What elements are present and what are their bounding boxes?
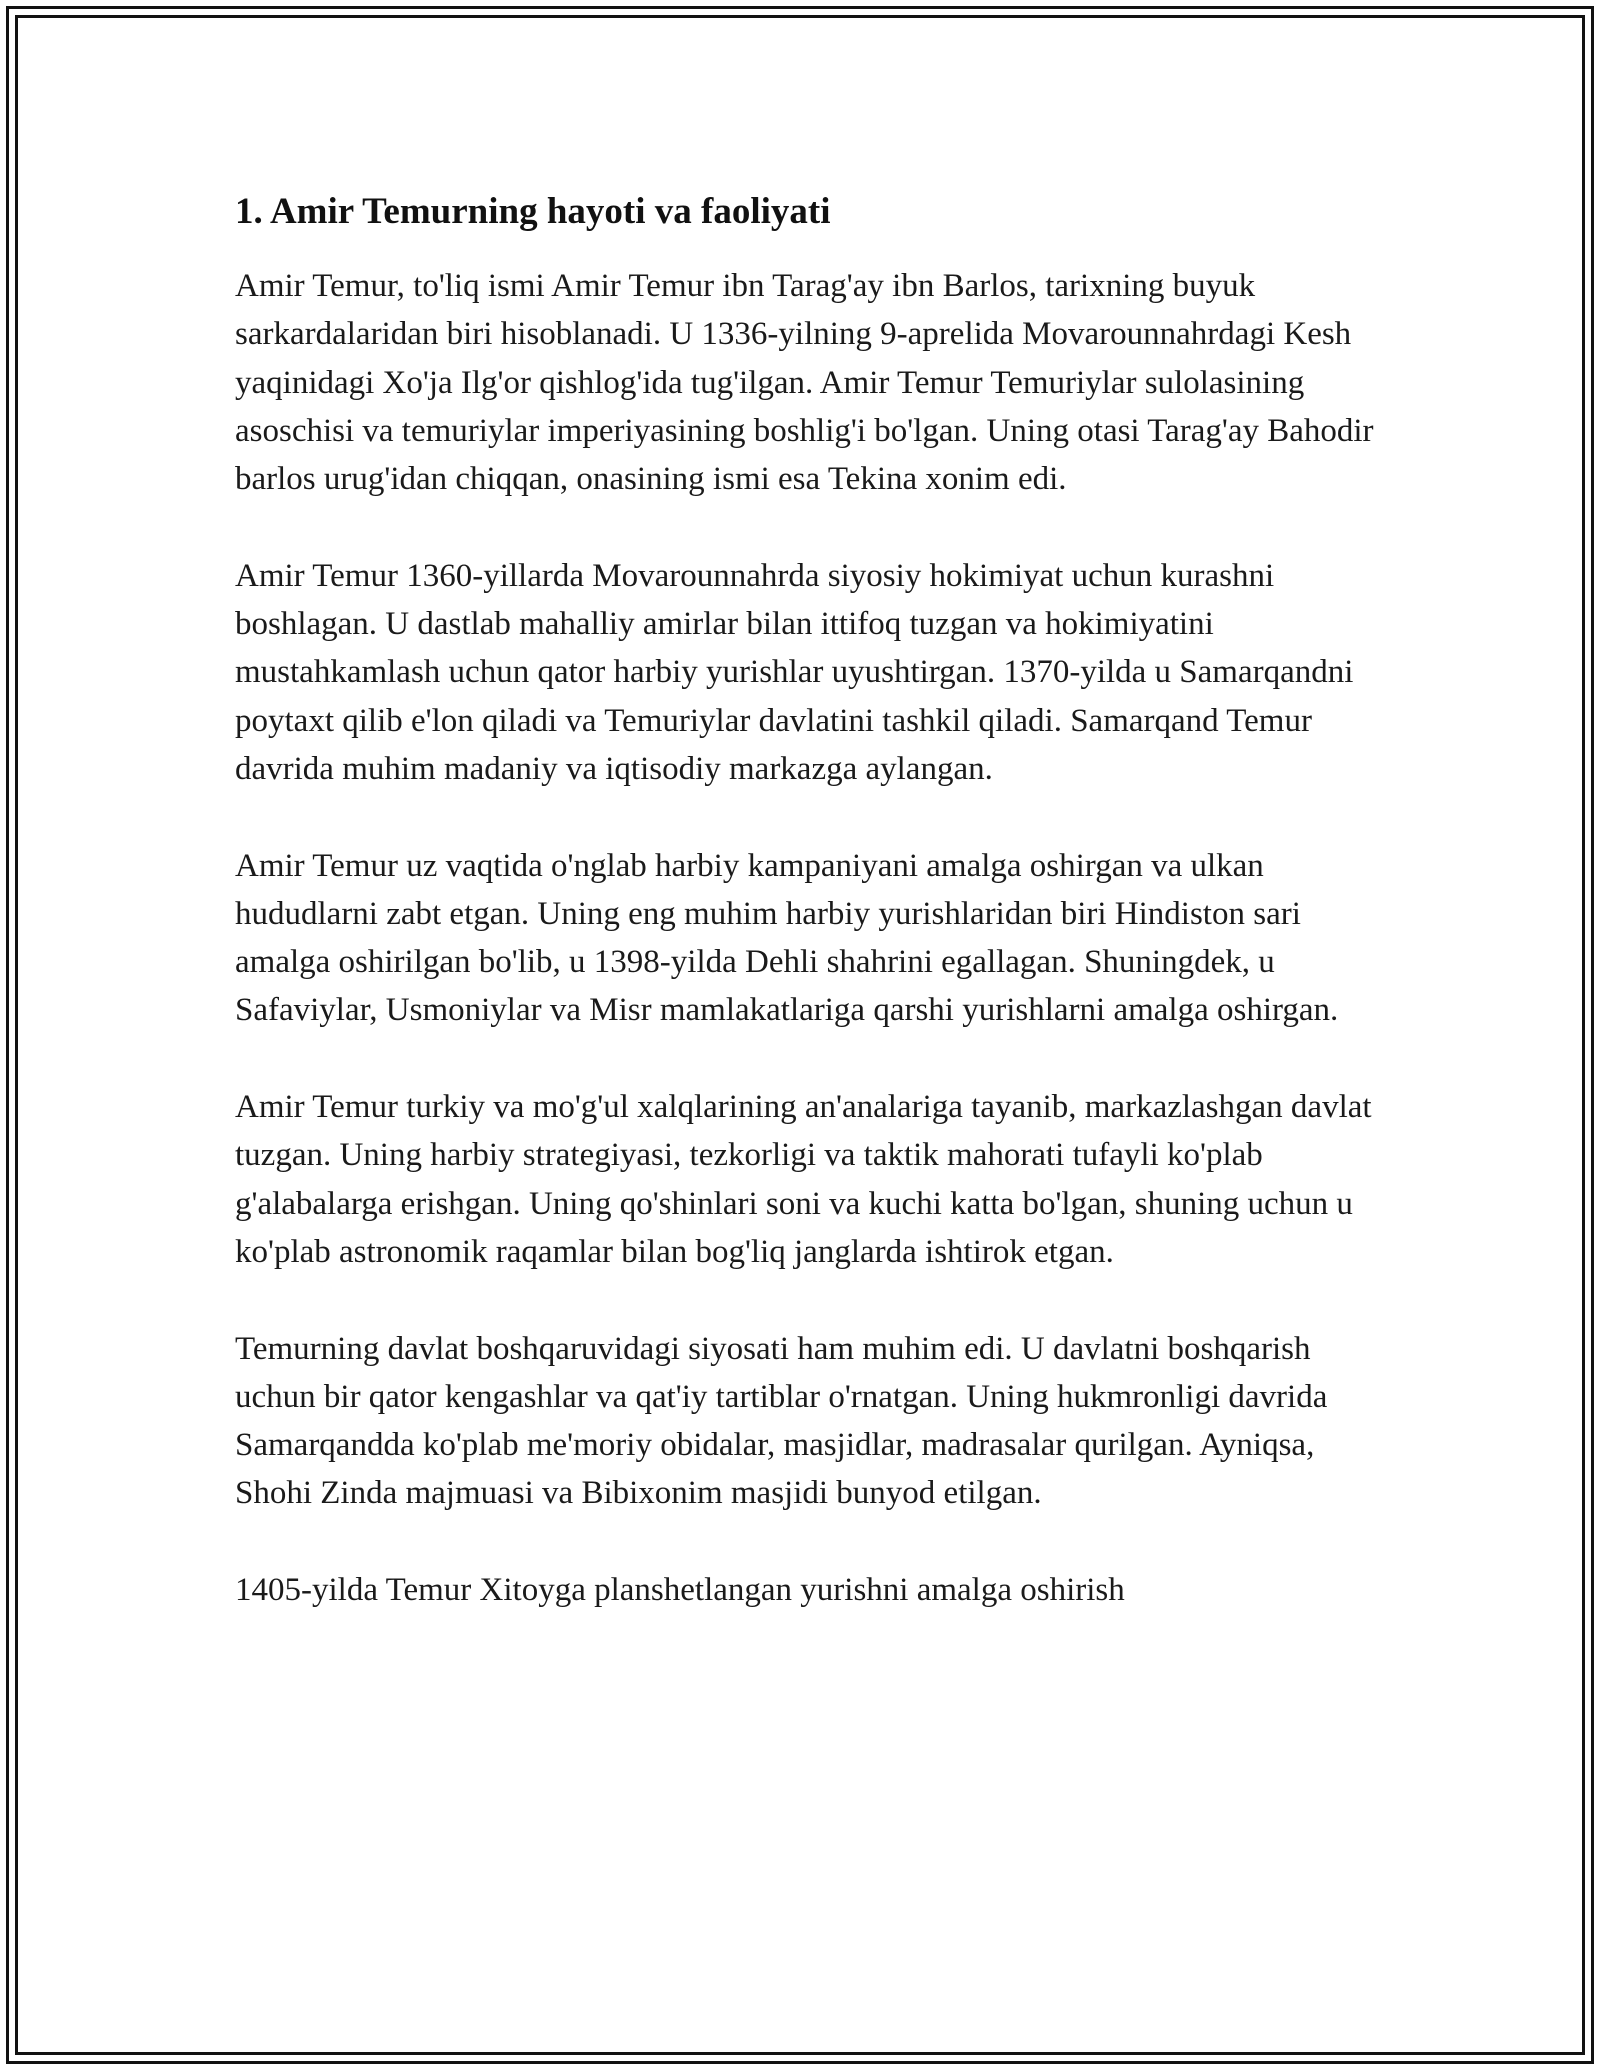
paragraph-3: Amir Temur uz vaqtida o'nglab harbiy kampaniyani amalga oshirgan va ulkan hududlarni zabt etgan. Uning eng muhim harbiy yurishlaridan biri Hindiston sari amalga oshirilgan bo'lib, u 1398-yilda Dehli shahrini egallagan. Shuningdek, u Safaviylar, Usmoniylar va Misr mamlakatlariga qarshi yurishlarni amalga oshirgan. bbox=[235, 847, 1339, 1029]
paragraph-6: 1405-yilda Temur Xitoyga planshetlangan yurishni amalga oshirish bbox=[235, 1572, 1125, 1609]
paragraph-2: Amir Temur 1360-yillarda Movarounnahrda siyosiy hokimiyat uchun kurashni boshlagan. U dastlab mahalliy amirlar bilan ittifoq tuzgan va hokimiyatini mustahkamlash uchun qator harbiy yurishlar uyushtirgan. 1370-yilda u Samarqandni poytaxt qilib e'lon qiladi va Temuriylar davlatini tashkil qiladi. Samarqand Temur davrida muhim madaniy va iqtisodiy markazga aylangan. bbox=[235, 557, 1354, 787]
paragraph-1: Amir Temur, to'liq ismi Amir Temur ibn Tarag'ay ibn Barlos, tarixning buyuk sarkardalaridan biri hisoblanadi. U 1336-yilning 9-aprelida Movarounnahrdagi Kesh yaqinidagi Xo'ja Ilg'or qishlog'ida tug'ilgan. Amir Temur Temuriylar sulolasining asoschisi va temuriylar imperiyasining boshlig'i bo'lgan. Uning otasi Tarag'ay Bahodir barlos urug'idan chiqqan, onasining ismi esa Tekina xonim edi. bbox=[235, 268, 1374, 498]
paragraph-5: Temurning davlat boshqaruvidagi siyosati ham muhim edi. U davlatni boshqarish uchun bir qator kengashlar va qat'iy tartiblar o'rnatgan. Uning hukmronligi davrida Samarqandda ko'plab me'moriy obidalar, masjidlar, madrasalar qurilgan. Ayniqsa, Shohi Zinda majmuasi va Bibixonim masjidi bunyod etilgan. bbox=[235, 1330, 1328, 1512]
paragraph-4: Amir Temur turkiy va mo'g'ul xalqlarining an'analariga tayanib, markazlashgan davlat tuzgan. Uning harbiy strategiyasi, tezkorligi va taktik mahorati tufayli ko'plab g'alabalarga erishgan. Uning qo'shinlari soni va kuchi katta bo'lgan, shuning uchun u ko'plab astronomik raqamlar bilan bog'liq janglarda ishtirok etgan. bbox=[235, 1089, 1372, 1270]
section-heading: 1. Amir Temurning hayoti va faoliyati bbox=[235, 191, 831, 232]
document-body bbox=[235, 186, 1385, 1614]
